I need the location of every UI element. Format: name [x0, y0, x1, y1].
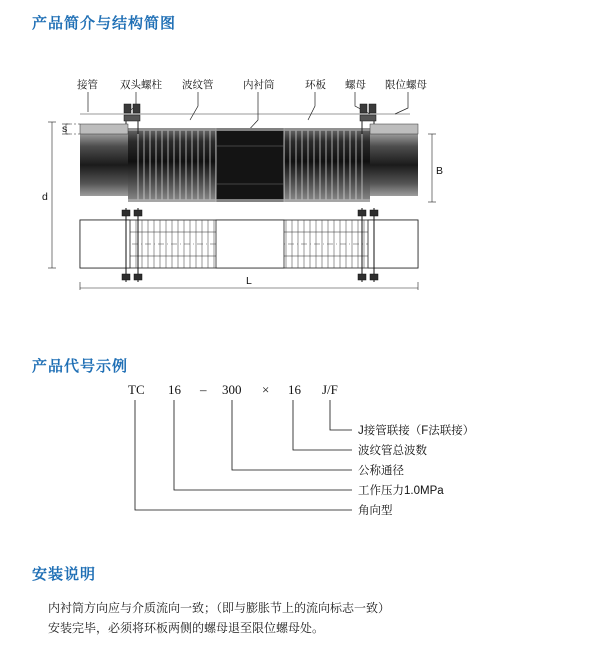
structure-bottom-view	[80, 208, 418, 282]
page-title-install: 安装说明	[32, 566, 97, 583]
dimension-label-s: s	[62, 123, 68, 135]
page-title-product-intro: 产品简介与结构简图	[32, 15, 177, 32]
callout-labels	[77, 78, 427, 91]
install-note-line-0: 内衬筒方向应与介质流向一致；（即与膨胀节上的流向标志一致）	[48, 601, 391, 615]
callout-label-3: 内衬筒	[243, 79, 275, 91]
callout-label-5: 螺母	[345, 79, 366, 91]
callout-label-6: 限位螺母	[385, 79, 427, 91]
page-title-product-code: 产品代号示例	[32, 358, 129, 375]
code-token-3: 300	[222, 382, 242, 397]
code-desc-3: 工作压力1.0MPa	[358, 485, 444, 497]
code-token-5: 16	[288, 382, 301, 397]
structure-top-view	[80, 104, 418, 202]
code-desc-4: 角向型	[358, 505, 393, 517]
code-token-4: ×	[262, 382, 270, 397]
install-note-line-1: 安装完毕，必须将环板两侧的螺母退至限位螺母处。	[48, 621, 325, 635]
code-leader-lines	[135, 400, 352, 510]
code-descriptions	[358, 423, 474, 517]
structure-diagram	[40, 60, 560, 290]
callout-label-4: 环板	[305, 79, 326, 91]
dimension-label-l: L	[246, 275, 252, 287]
code-token-row	[128, 382, 338, 397]
code-token-2: –	[200, 382, 207, 397]
dimension-label-b: B	[436, 165, 444, 177]
code-desc-1: 波纹管总波数	[358, 445, 427, 457]
callout-label-0: 接管	[77, 79, 98, 91]
code-desc-2: 公称通径	[358, 465, 404, 477]
dimension-label-d: d	[42, 191, 48, 203]
install-notes	[48, 598, 568, 638]
code-token-1: 16	[168, 382, 181, 397]
code-token-6: J/F	[322, 382, 338, 397]
code-desc-0: J接管联接（F法联接）	[358, 425, 475, 437]
product-code-diagram	[40, 378, 560, 538]
code-token-0: TC	[128, 382, 145, 397]
callout-label-2: 波纹管	[182, 79, 214, 91]
callout-label-1: 双头螺柱	[120, 79, 162, 91]
